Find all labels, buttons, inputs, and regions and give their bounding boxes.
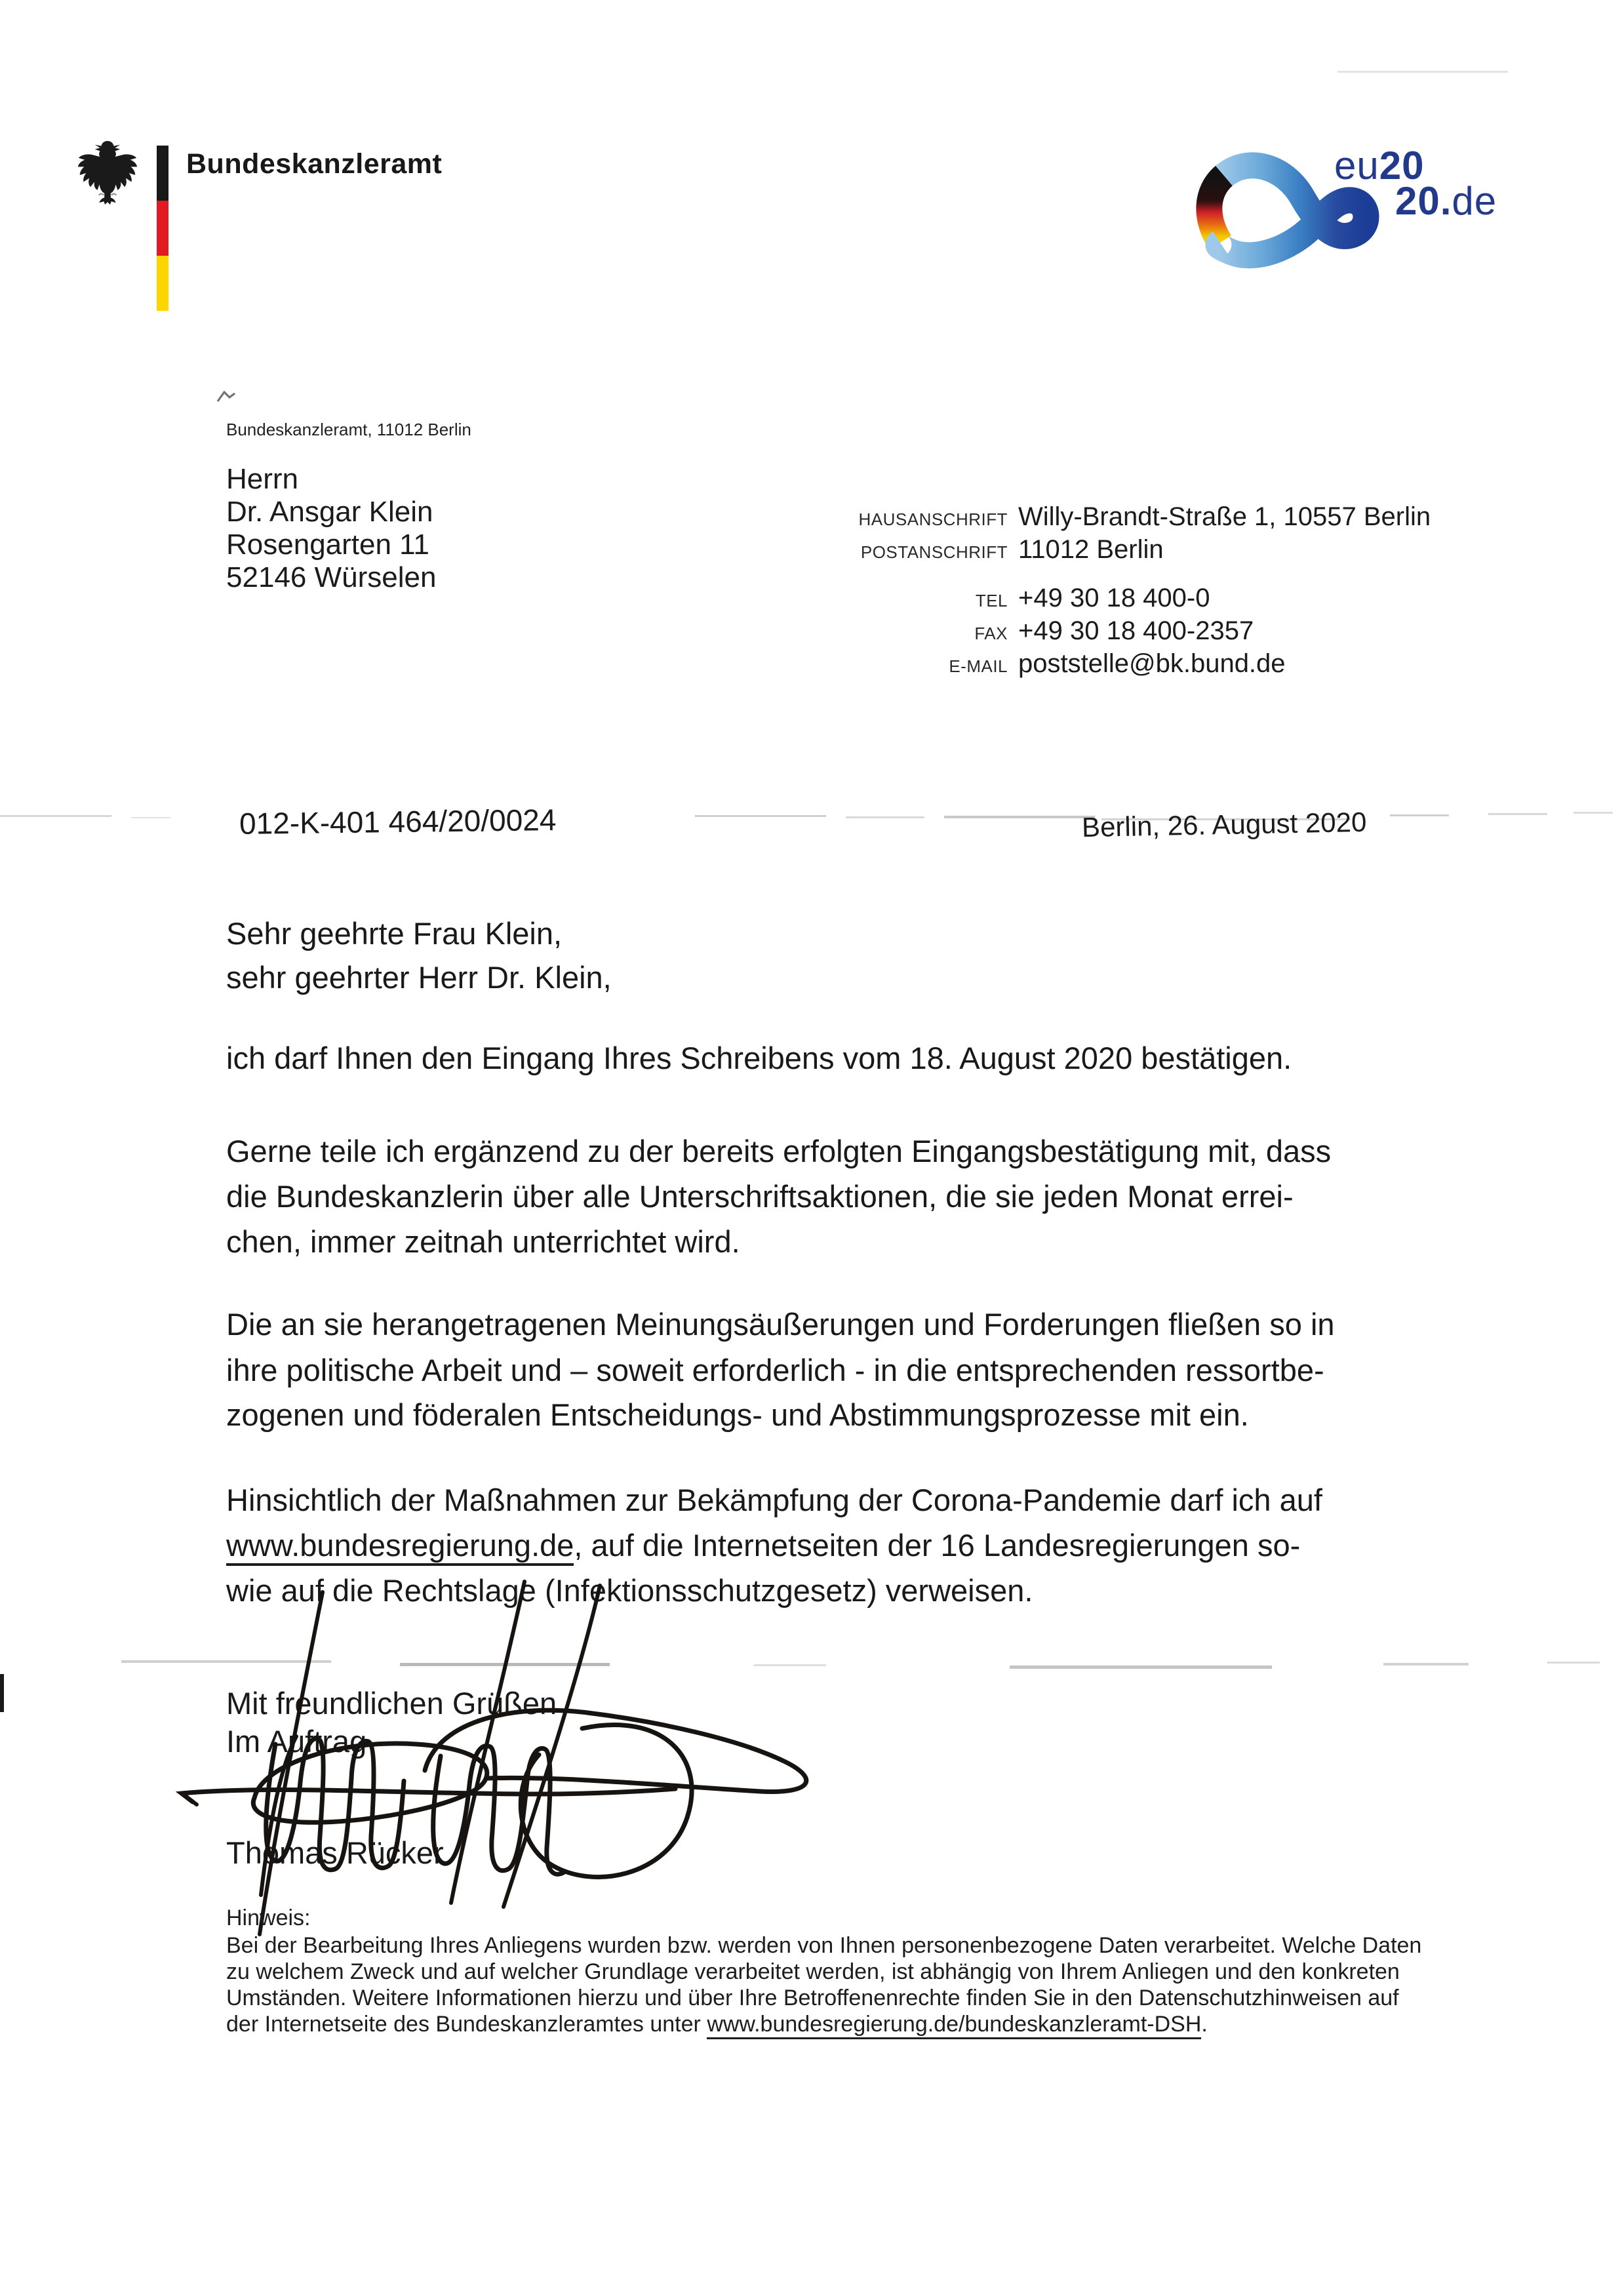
body-line: zogenen und föderalen Entscheidungs- und Abstimmungsprozesse mit ein. bbox=[226, 1397, 1249, 1432]
body-line: Gerne teile ich ergänzend zu der bereits erfolgten Eingangsbestätigung mit, dass bbox=[226, 1134, 1332, 1168]
hinweis-line-suffix: . bbox=[1201, 2012, 1208, 2037]
eu2020-wordmark-line2 bbox=[1395, 178, 1497, 224]
flag-stripe-icon bbox=[157, 146, 168, 311]
hinweis-line: Bei der Bearbeitung Ihres Anliegens wurden bzw. werden von Ihnen personenbezogene Daten verarbeitet. Welche Daten bbox=[226, 1933, 1422, 1958]
eu-de-text: de bbox=[1452, 179, 1497, 223]
body-line: die Bundeskanzlerin über alle Unterschriftsaktionen, die sie jeden Monat errei- bbox=[226, 1179, 1294, 1214]
agency-wordmark: Bundeskanzleramt bbox=[186, 148, 443, 180]
datenschutz-link[interactable]: www.bundesregierung.de/bundeskanzleramt-DSH bbox=[707, 2012, 1201, 2039]
contact-label: FAX bbox=[974, 624, 1008, 643]
hinweis-line bbox=[226, 2012, 1208, 2037]
body-line: wie auf die Rechtslage (Infektionsschutzgesetz) verweisen. bbox=[226, 1573, 1033, 1608]
scan-artifact-line bbox=[1574, 812, 1613, 814]
contact-row-fax bbox=[813, 616, 1254, 646]
scan-artifact-line bbox=[1337, 71, 1508, 73]
scan-artifact-line bbox=[131, 817, 170, 818]
body-line: ihre politische Arbeit und – soweit erforderlich - in die entsprechenden ressortbe- bbox=[226, 1353, 1324, 1387]
recipient-line: 52146 Würselen bbox=[226, 561, 437, 593]
salutation-line: sehr geehrter Herr Dr. Klein, bbox=[226, 960, 612, 995]
scan-artifact-line bbox=[0, 815, 111, 817]
eu-20dot-text: 20. bbox=[1395, 179, 1452, 223]
file-reference-number: 012-K-401 464/20/0024 bbox=[239, 803, 557, 841]
bundesregierung-link[interactable]: www.bundesregierung.de bbox=[226, 1528, 574, 1566]
closing-im-auftrag: Im Auftrag bbox=[226, 1724, 367, 1759]
scan-artifact-line bbox=[1488, 813, 1547, 815]
closing-salute: Mit freundlichen Grüßen bbox=[226, 1686, 557, 1721]
scan-artifact-line bbox=[1390, 814, 1449, 816]
scan-artifact-line bbox=[695, 815, 826, 817]
scan-artifact-line bbox=[846, 816, 924, 818]
body-line: Die an sie herangetragenen Meinungsäußerungen und Forderungen fließen so in bbox=[226, 1307, 1335, 1342]
body-line bbox=[226, 1527, 1300, 1563]
scan-artifact-line bbox=[1383, 1663, 1469, 1666]
body-line: chen, immer zeitnah unterrichtet wird. bbox=[226, 1224, 740, 1259]
contact-row-postanschrift bbox=[813, 535, 1164, 565]
scan-artifact-edge-mark bbox=[0, 1674, 4, 1712]
contact-row-tel bbox=[813, 584, 1210, 613]
scan-artifact-line bbox=[1010, 1666, 1272, 1669]
contact-value: Willy-Brandt-Straße 1, 10557 Berlin bbox=[1018, 502, 1431, 531]
contact-row-email bbox=[813, 649, 1286, 679]
hinweis-line: Umständen. Weitere Informationen hierzu und über Ihre Betroffenenrechte finden Sie in den Datenschutzhinweisen auf bbox=[226, 1986, 1399, 2010]
pen-tick-icon bbox=[215, 388, 237, 407]
recipient-line: Dr. Ansgar Klein bbox=[226, 496, 433, 528]
return-address-line: Bundeskanzleramt, 11012 Berlin bbox=[226, 420, 471, 439]
scan-artifact-line bbox=[1547, 1662, 1600, 1664]
contact-value: +49 30 18 400-2357 bbox=[1018, 616, 1254, 645]
recipient-line: Rosengarten 11 bbox=[226, 529, 429, 561]
body-line-rest: , auf die Internetseiten der 16 Landesregierungen so- bbox=[574, 1528, 1301, 1563]
federal-eagle-icon bbox=[76, 139, 139, 206]
body-line: ich darf Ihnen den Eingang Ihres Schreibens vom 18. August 2020 bestätigen. bbox=[226, 1041, 1292, 1075]
eu-text: eu bbox=[1334, 144, 1379, 188]
place-and-date: Berlin, 26. August 2020 bbox=[1081, 806, 1367, 843]
contact-label: POSTANSCHRIFT bbox=[860, 542, 1008, 562]
contact-row-hausanschrift bbox=[813, 502, 1431, 532]
recipient-line: Herrn bbox=[226, 463, 299, 495]
signature-scribble bbox=[164, 1567, 898, 1961]
eu-20-text: 20 bbox=[1379, 144, 1425, 188]
hinweis-line: zu welchem Zweck und auf welcher Grundlage verarbeitet werden, ist abhängig von Ihrem Anliegen und den konkreten bbox=[226, 1959, 1400, 1984]
salutation-line: Sehr geehrte Frau Klein, bbox=[226, 916, 563, 951]
contact-label: HAUSANSCHRIFT bbox=[858, 509, 1008, 529]
contact-value: 11012 Berlin bbox=[1018, 535, 1164, 564]
contact-label: E-MAIL bbox=[949, 656, 1008, 676]
signer-name: Thomas Rücker bbox=[226, 1835, 444, 1870]
hinweis-title: Hinweis: bbox=[226, 1906, 311, 1930]
scan-artifact-line bbox=[944, 816, 1095, 818]
body-line: Hinsichtlich der Maßnahmen zur Bekämpfung der Corona-Pandemie darf ich auf bbox=[226, 1483, 1322, 1517]
contact-label: TEL bbox=[975, 591, 1008, 610]
hinweis-line-prefix: der Internetseite des Bundeskanzleramtes unter bbox=[226, 2012, 707, 2037]
contact-value: +49 30 18 400-0 bbox=[1018, 584, 1210, 612]
contact-value: poststelle@bk.bund.de bbox=[1018, 649, 1286, 678]
